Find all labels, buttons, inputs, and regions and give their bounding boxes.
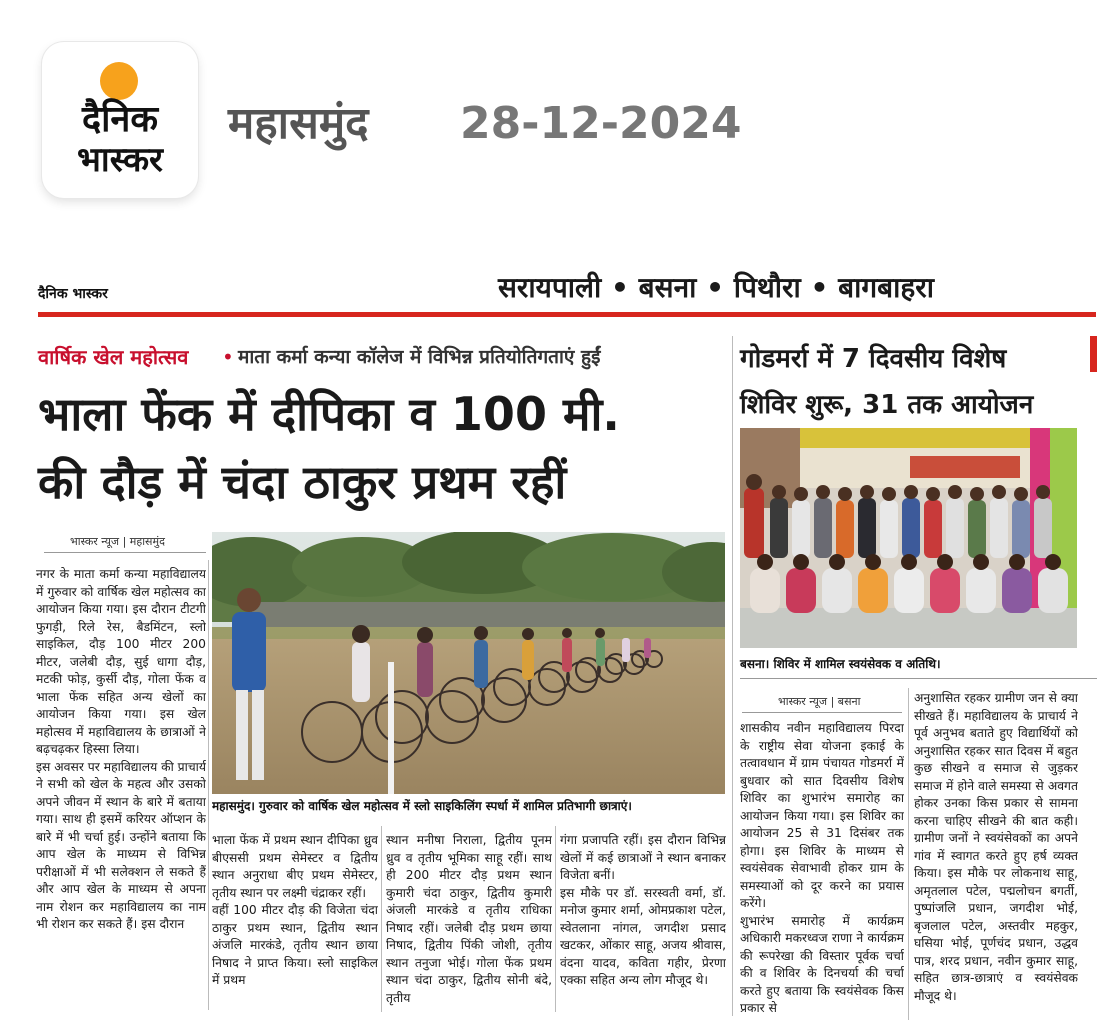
kicker-tag: वार्षिक खेल महोत्सव — [38, 345, 189, 369]
main-headline-line1: भाला फेंक में दीपिका व 100 मी. — [38, 387, 620, 441]
main-byline: भास्कर न्यूज | महासमुंद — [70, 535, 165, 548]
column-rule — [908, 688, 909, 1020]
logo-line2: भास्कर — [77, 140, 163, 180]
masthead-towns: सरायपाली • बसना • पिथौरा • बागबाहरा — [498, 271, 934, 304]
side-story-column-2: अनुशासित रहकर ग्रामीण जन से क्या सीखते हैं। महाविद्यालय के प्राचार्य ने पूर्व अनुभव बताते हुए विद्यार्थियों को अनुशासित रहकर सात दिवस में बहुत कुछ सीखने व समाज से जुड़कर समाज में होने वाले समस्या से अवगत होकर उनका किस प्रकार से सामना करना चाहिए सीखने की बात कही। ग्रामीण जनों ने स्वयंसेवकों का अपने गांव में स्वागत करते हुए हर्ष व्यक्त किया। इस मौके पर लोकनाथ साहू, अमृतलाल पटेल, पद्मलोचन बगर्ती, पुष्पांजलि प्रधान, जगदीश भोई, बृजलाल पटेल, अस्तवीर महकुर, घसिया भोई, पूर्णचंद प्रधान, उद्धव पात्र, शरद प्रधान, नवीन कुमार साहू, सहित छात्र-छात्राएं व स्वयंसेवक मौजूद थे। — [914, 691, 1078, 1003]
side-accent-bar — [1090, 336, 1097, 372]
main-story-column-4: गंगा प्रजापति रहीं। इस दौरान विभिन्न खेलों में कई छात्राओं ने स्थान बनाकर विजेता बनीं। इस मौके पर डॉ. सरस्वती वर्मा, डॉ. मनोज कुमार शर्मा, ओमप्रकाश पटेल, स्वेतलाना नांगल, जगदीश प्रसाद खटकर, ओंकार साहू, अजय श्रीवास, वंदना यादव, कविता गहीर, प्रेरणा एक्का सहित अन्य लोग मौजूद थे। — [560, 833, 726, 987]
cycling-photo-caption: महासमुंद। गुरुवार को वार्षिक खेल महोत्सव में स्लो साइकिलिंग स्पर्धा में शामिल प्रतिभागी छात्राएं। — [212, 799, 632, 813]
edition-date: 28-12-2024 — [460, 98, 742, 149]
column-rule — [555, 826, 556, 1012]
edition-city: महासमुंद — [228, 98, 369, 149]
side-byline: भास्कर न्यूज | बसना — [778, 695, 861, 708]
main-story-column-2: भाला फेंक में प्रथम स्थान दीपिका ध्रुव बीएससी प्रथम सेमेस्टर व द्वितीय स्थान अनुराधा बीए प्रथम सेमेस्टर, तृतीय स्थान पर लक्ष्मी चंद्राकर रहीं। वहीं 100 मीटर दौड़ की विजेता चंदा ठाकुर प्रथम स्थान, द्वितीय स्थान अंजलि मारकंडे, तृतीय स्थान छाया निषाद ने प्राप्त किया। स्लो साइकिल में प्रथम — [212, 833, 378, 987]
kicker-text: माता कर्मा कन्या कॉलेज में विभिन्न प्रतियोतिगताएं हुईं — [238, 346, 601, 368]
cycling-photo — [212, 532, 725, 794]
sun-icon — [100, 62, 138, 100]
main-headline-line2: की दौड़ में चंदा ठाकुर प्रथम रहीं — [38, 455, 567, 509]
column-rule — [381, 826, 382, 1012]
caption-rule — [740, 678, 1097, 679]
kicker-separator: • — [222, 345, 234, 369]
side-headline-line2: शिविर शुरू, 31 तक आयोजन — [740, 390, 1034, 420]
main-story-column-1: नगर के माता कर्मा कन्या महाविद्यालय में गुरुवार को वार्षिक खेल महोत्सव का आयोजन किया गया। इस दौरान टीटगी फुगड़ी, रिले रेस, बैडमिंटन, स्लो साइकिल, दौड़ 100 मीटर 200 मीटर, जलेबी दौड़, सुई धागा दौड़, मटकी फोड़, कुर्सी दौड़, गोला फेंक व भाला फेंक सहित अन्य खेलों का आयोजन किया गया। इस खेल महोत्सव में महाविद्यालय के छात्राओं ने बढ़चढ़कर हिस्सा लिया। इस अवसर पर महाविद्यालय की प्राचार्य ने सभी को खेल के महत्व और उसको अपने जीवन में स्थान के बारे में बताया गया। साथ ही इसमें करियर ऑप्शन के बारे में भी चर्चा हुई। उन्होंने बताया कि आप खेल के माध्यम से विभिन्न परीक्षाओं में भी सलेक्शन ले सकते हैं और आप खेल के माध्यम से अपना नाम रोशन कर महाविद्यालय का नाम भी रोशन कर सकते हैं। इस दौरान — [36, 567, 206, 931]
main-story-column-3: स्थान मनीषा निराला, द्वितीय पूनम ध्रुव व तृतीय भूमिका साहू रहीं। साथ ही 200 मीटर दौड़ प्रथम स्थान कुमारी चंदा ठाकुर, द्वितीय कुमारी अंजली मारकंडे व तृतीय राधिका निषाद रहीं। जलेबी दौड़ प्रथम छाया निषाद, द्वितीय पिंकी जोशी, तृतीय स्थान तनुजा भोई। गोला फेंक प्रथम स्थान चंदा ठाकुर, द्वितीय सोनी बंदे, तृतीय — [386, 833, 552, 1005]
camp-group-photo — [740, 428, 1077, 648]
camp-photo-caption: बसना। शिविर में शामिल स्वयंसेवक व अतिथि। — [740, 657, 941, 671]
byline-rule — [44, 552, 206, 553]
side-headline-line1: गोडमर्रा में 7 दिवसीय विशेष — [740, 344, 1007, 374]
side-story-column-1: शासकीय नवीन महाविद्यालय पिरदा के राष्ट्रीय सेवा योजना इकाई के तत्वावधान में ग्राम पंचायत गोडमर्रा में बुधवार को सात दिवसीय विशेष शिविर का शुभारंभ समारोह का आयोजन किया गया। इस शिविर का आयोजन 25 से 31 दिसंबर तक होगा। इस शिविर के माध्यम से स्वयंसेवक सेवाभावी होकर ग्राम के समस्याओं को दूर करने का प्रयास करेंगे। शुभारंभ समारोह में कार्यक्रम अधिकारी मकरध्वज राणा ने कार्यक्रम की रूपरेखा की विस्तार पूर्वक चर्चा की व शिविर के दिनचर्या की चर्चा करते हुए बताया कि स्वयंसेवक किस प्रकार से — [740, 721, 904, 1015]
masthead-divider — [38, 312, 1096, 317]
column-rule — [208, 560, 209, 1010]
side-headline — [740, 336, 1096, 428]
byline-rule — [742, 712, 902, 713]
main-headline — [38, 380, 728, 516]
story-divider — [732, 336, 733, 1016]
masthead-brand: दैनिक भास्कर — [38, 286, 108, 302]
logo-line1: दैनिक — [81, 99, 159, 140]
